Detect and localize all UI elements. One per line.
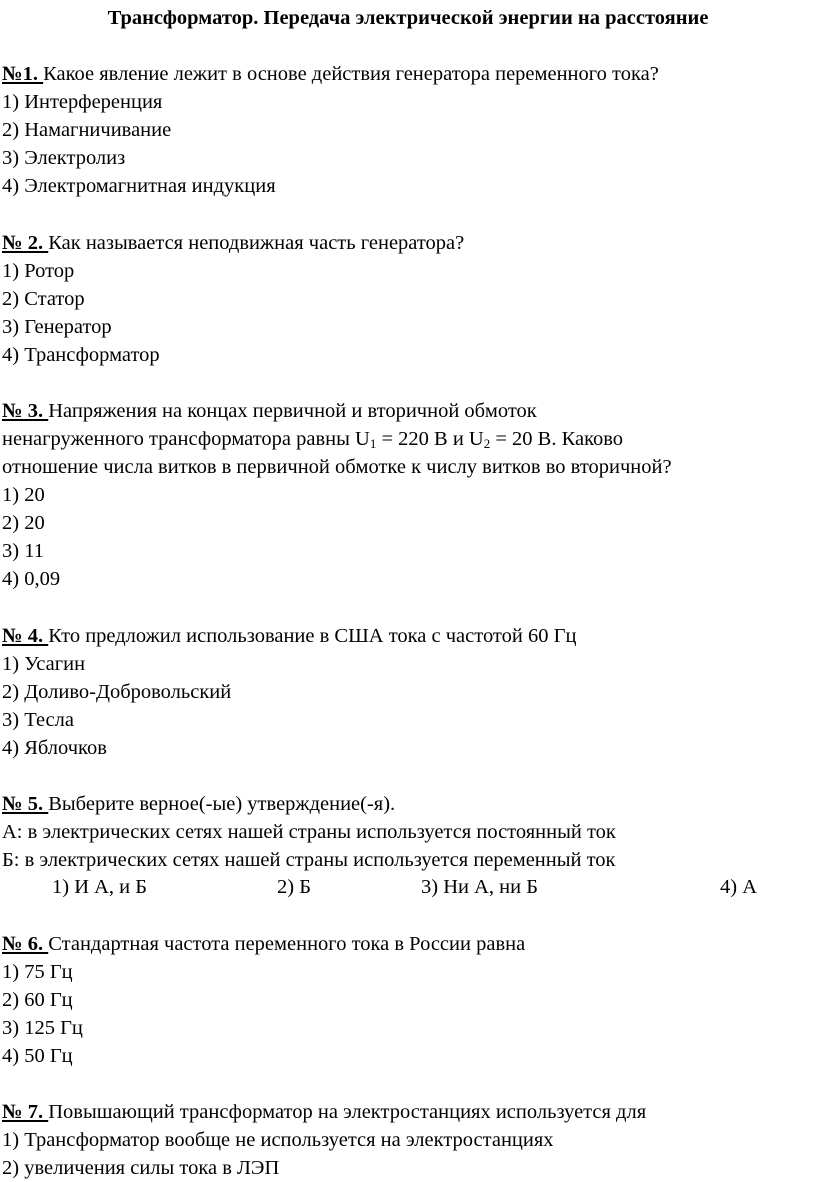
question-3-number: № 3. [2,400,49,422]
q7-option-2: 2) увеличения силы тока в ЛЭП [2,1157,280,1179]
q2-option-2: 2) Статор [2,288,85,310]
q2-option-1: 1) Ротор [2,260,75,282]
question-2 [2,229,464,257]
page-title: Трансформатор. Передача электрической энергии на расстояние [107,7,709,29]
question-3 [2,397,537,425]
q6-option-4: 4) 50 Гц [2,1045,73,1067]
q1-option-1: 1) Интерференция [2,91,163,113]
question-4-number: № 4. [2,625,49,647]
q1-option-3: 3) Электролиз [2,147,126,169]
question-5-text: Выберите верное(-ые) утверждение(-я). [48,793,396,815]
q6-option-1: 1) 75 Гц [2,961,73,983]
q4-option-3: 3) Тесла [2,709,74,731]
q4-option-1: 1) Усагин [2,653,86,675]
subscript-1: 1 [369,436,377,451]
question-6 [2,930,525,958]
q6-option-3: 3) 125 Гц [2,1017,83,1039]
q3-option-2: 2) 20 [2,512,45,534]
question-3-text-line-2: ненагруженного трансформатора равны $U_1 = 220$ В и $U_2 = 20$ В. Каково [2,428,624,451]
question-7-number: № 7. [2,1101,49,1123]
question-7 [2,1098,646,1126]
q5-option-3: 3) Ни А, ни Б [421,876,538,898]
question-7-text: Повышающий трансформатор на электростанциях используется для [48,1101,647,1123]
question-5 [2,790,395,818]
question-1 [2,60,659,88]
question-2-number: № 2. [2,232,49,254]
q4-option-4: 4) Яблочков [2,737,107,759]
question-4-text: Кто предложил использование в США тока с частотой 60 Гц [48,625,577,647]
q2-option-3: 3) Генератор [2,316,112,338]
q6-option-2: 2) 60 Гц [2,989,73,1011]
q7-option-1: 1) Трансформатор вообще не используется на электростанциях [2,1129,554,1151]
question-6-text: Стандартная частота переменного тока в России равна [48,933,526,955]
q1-option-2: 2) Намагничивание [2,119,172,141]
q5-statement-a: А: в электрических сетях нашей страны используется постоянный ток [2,821,616,843]
question-3-text-line-3: отношение числа витков в первичной обмотке к числу витков во вторичной? [2,456,672,478]
subscript-2: 2 [483,436,491,451]
q5-option-2: 2) Б [277,876,311,898]
q1-option-4: 4) Электромагнитная индукция [2,175,276,197]
q3-option-4: 4) 0,09 [2,568,61,590]
q3-option-1: 1) 20 [2,484,45,506]
q5-option-4: 4) А [720,876,758,898]
q4-option-2: 2) Доливо-Добровольский [2,681,232,703]
q5-option-1: 1) И А, и Б [52,876,148,898]
question-4 [2,622,576,650]
question-1-text: Какое явление лежит в основе действия генератора переменного тока? [43,63,659,85]
question-5-number: № 5. [2,793,49,815]
q5-statement-b: Б: в электрических сетях нашей страны используется переменный ток [2,849,616,871]
question-2-text: Как называется неподвижная часть генератора? [48,232,465,254]
q3-option-3: 3) 11 [2,540,44,562]
question-1-number: №1. [2,63,44,85]
q2-option-4: 4) Трансформатор [2,344,160,366]
question-6-number: № 6. [2,933,49,955]
question-3-text-line-1: Напряжения на концах первичной и вторичной обмоток [48,400,537,422]
